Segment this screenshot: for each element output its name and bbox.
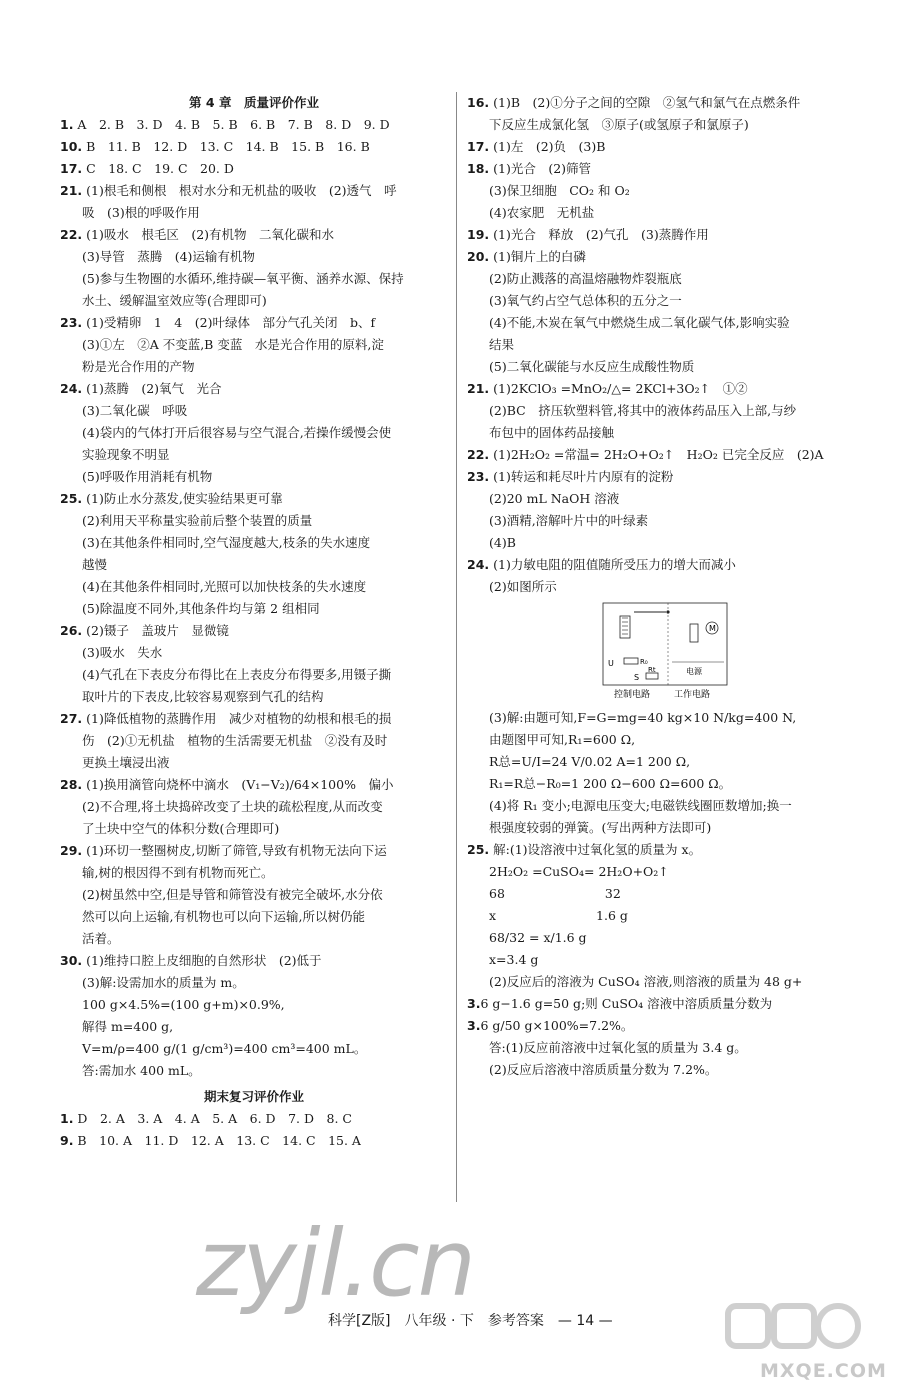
logo-text: MXQE.COM: [760, 1360, 887, 1382]
answer-line: (2)反应后的溶液为 CuSO₄ 溶液,则溶液的质量为 48 g+: [489, 974, 803, 989]
answer-line: x=3.4 g: [489, 952, 539, 967]
answer-line: (4)将 R₁ 变小;电源电压变大;电磁铁线圈匝数增加;换一: [489, 798, 792, 813]
final-answer-lines: [60, 1108, 448, 1152]
page-footer: 科学[Z版] 八年级 · 下 参考答案 — 14 —: [328, 1313, 613, 1329]
answer-line: (4)农家肥 无机盐: [489, 205, 595, 220]
answer-line: 由题图甲可知,R₁=600 Ω,: [489, 732, 636, 747]
answer-line: 输,树的根因得不到有机物而死亡。: [82, 865, 274, 880]
answer-line: 粉是光合作用的产物: [82, 359, 195, 374]
answer-line: (3)氧气约占空气总体积的五分之一: [489, 293, 682, 308]
answer-line: 17. C 18. C 19. C 20. D: [60, 161, 234, 176]
answer-line: (3)解:由题可知,F=G=mg=40 kg×10 N/kg=400 N,: [489, 710, 797, 725]
answer-line: R₁=R总−R₀=1 200 Ω−600 Ω=600 Ω。: [489, 776, 732, 791]
answer-line: (3)在其他条件相同时,空气湿度越大,枝条的失水速度: [82, 535, 371, 550]
motor-label: M: [709, 624, 716, 633]
answer-line: (3)解:设需加水的质量为 m。: [82, 975, 245, 990]
answer-line: (4)在其他条件相同时,光照可以加快枝条的失水速度: [82, 579, 367, 594]
answer-line: 3.6 g−1.6 g=50 g;则 CuSO₄ 溶液中溶质质量分数为: [467, 996, 773, 1011]
answer-line: 9. B 10. A 11. D 12. A 13. C 14. C 15. A: [60, 1133, 361, 1148]
answer-line: 2H₂O₂ =CuSO₄= 2H₂O+O₂↑: [489, 864, 669, 879]
right-column: [467, 92, 859, 1081]
switch-label: S: [634, 673, 640, 682]
answer-line: 22. (1)2H₂O₂ =常温= 2H₂O+O₂↑ H₂O₂ 已完全反应 (2)A: [467, 447, 824, 462]
answer-line: 然可以向上运输,有机物也可以向下运输,所以树仍能: [82, 909, 365, 924]
answer-line: (5)除温度不同外,其他条件均与第 2 组相同: [82, 601, 320, 616]
answer-line: (5)二氧化碳能与水反应生成酸性物质: [489, 359, 695, 374]
answer-line: (2)BC 挤压软塑料管,将其中的液体药品压入上部,与纱: [489, 403, 797, 418]
answer-line: 27. (1)降低植物的蒸腾作用 减少对植物的幼根和根毛的损: [60, 711, 392, 726]
answer-line: 100 g×4.5%=(100 g+m)×0.9%,: [82, 997, 285, 1012]
answer-line: 25. (1)防止水分蒸发,使实验结果更可靠: [60, 491, 283, 506]
answer-line: 解得 m=400 g,: [82, 1019, 174, 1034]
answer-line: (3)保卫细胞 CO₂ 和 O₂: [489, 183, 630, 198]
answer-line: (2)利用天平称量实验前后整个装置的质量: [82, 513, 313, 528]
answer-line: 23. (1)转运和耗尽叶片内原有的淀粉: [467, 469, 674, 484]
answer-line: (3)二氧化碳 呼吸: [82, 403, 188, 418]
answer-line: (5)参与生物圈的水循环,维持碳—氧平衡、涵养水源、保持: [82, 271, 404, 286]
answer-line: 水土、缓解温室效应等(合理即可): [82, 293, 267, 308]
answer-line: 了土块中空气的体积分数(合理即可): [82, 821, 280, 836]
answer-line: 下反应生成氯化氢 ③原子(或氢原子和氯原子): [489, 117, 749, 132]
answer-line: (2)树虽然中空,但是导管和筛管没有被完全破坏,水分依: [82, 887, 383, 902]
answer-line: 24. (1)蒸腾 (2)氧气 光合: [60, 381, 222, 396]
answer-line: 23. (1)受精卵 1 4 (2)叶绿体 部分气孔关闭 b、f: [60, 315, 376, 330]
answer-line: 21. (1)2KClO₃ =MnO₂/△= 2KCl+3O₂↑ ①②: [467, 381, 748, 396]
answer-line: 布包中的固体药品接触: [489, 425, 615, 440]
column-divider: [456, 92, 457, 1202]
answer-line: 答:需加水 400 mL。: [82, 1063, 201, 1078]
power-label: 电源: [686, 667, 702, 676]
watermark-text: zyjl.cn: [196, 1210, 474, 1317]
answer-line: (3)①左 ②A 不变蓝,B 变蓝 水是光合作用的原料,淀: [82, 337, 384, 352]
answer-line: 28. (1)换用滴管向烧杯中滴水 (V₁−V₂)/64×100% 偏小: [60, 777, 394, 792]
answer-line: 1. D 2. A 3. A 4. A 5. A 6. D 7. D 8. C: [60, 1111, 352, 1126]
answer-line: (2)如图所示: [489, 579, 557, 594]
answer-line: 吸 (3)根的呼吸作用: [82, 205, 200, 220]
answer-line: (4)B: [489, 535, 516, 550]
answer-line: 取叶片的下表皮,比较容易观察到气孔的结构: [82, 689, 324, 704]
answer-line: 26. (2)镊子 盖玻片 显微镜: [60, 623, 229, 638]
answer-line: (3)导管 蒸腾 (4)运输有机物: [82, 249, 255, 264]
answer-line: (2)防止溅落的高温熔融物炸裂瓶底: [489, 271, 682, 286]
answer-line: 越慢: [82, 557, 108, 572]
answer-line: 21. (1)根毛和侧根 根对水分和无机盐的吸收 (2)透气 呼: [60, 183, 397, 198]
answer-line: 24. (1)力敏电阻的阻值随所受压力的增大而减小: [467, 557, 736, 572]
answer-line: 22. (1)吸水 根毛区 (2)有机物 二氧化碳和水: [60, 227, 335, 242]
answer-line: 实验现象不明显: [82, 447, 170, 462]
section-title-chapter4: 第 4 章 质量评价作业: [189, 95, 319, 110]
section-title-final: 期末复习评价作业: [203, 1089, 304, 1104]
answer-line: 结果: [489, 337, 515, 352]
answer-line: 活着。: [82, 931, 120, 946]
answer-line: 10. B 11. B 12. D 13. C 14. B 15. B 16. B: [60, 139, 370, 154]
answer-line: 18. (1)光合 (2)筛管: [467, 161, 592, 176]
answer-line: 68 32: [489, 886, 621, 901]
u-label: U: [608, 659, 614, 668]
answer-line: 25. 解:(1)设溶液中过氧化氢的质量为 x。: [467, 842, 702, 857]
answer-line: (5)呼吸作用消耗有机物: [82, 469, 213, 484]
answer-line: 17. (1)左 (2)负 (3)B: [467, 139, 606, 154]
answer-line: 68/32 = x/1.6 g: [489, 930, 587, 945]
right-answer-lines-a: [467, 92, 859, 598]
answer-line: 更换土壤浸出液: [82, 755, 170, 770]
left-column: [60, 92, 448, 1152]
answer-line: (2)反应后溶液中溶质质量分数为 7.2%。: [489, 1062, 718, 1077]
right-answer-lines-b: [467, 707, 859, 1081]
answer-line: 30. (1)维持口腔上皮细胞的自然形状 (2)低于: [60, 953, 322, 968]
answer-line: 答:(1)反应前溶液中过氧化氢的质量为 3.4 g。: [489, 1040, 747, 1055]
answer-line: 伤 (2)①无机盐 植物的生活需要无机盐 ②没有及时: [82, 733, 388, 748]
answer-line: (3)酒精,溶解叶片中的叶绿素: [489, 513, 649, 528]
work-circuit-label: 工作电路: [674, 690, 711, 700]
r0-label: R₀: [640, 658, 648, 666]
answer-line: 19. (1)光合 释放 (2)气孔 (3)蒸腾作用: [467, 227, 709, 242]
control-circuit-label: 控制电路: [614, 690, 651, 700]
answer-line: (4)气孔在下表皮分布得比在上表皮分布得要多,用镊子撕: [82, 667, 392, 682]
answer-line: (2)20 mL NaOH 溶液: [489, 491, 620, 506]
answer-line: 20. (1)铜片上的白磷: [467, 249, 586, 264]
rt-label: Rt: [648, 666, 656, 674]
answer-line: x 1.6 g: [489, 908, 628, 923]
answer-line: 根强度较弱的弹簧。(写出两种方法即可): [489, 820, 712, 835]
answer-line: V=m/ρ=400 g/(1 g/cm³)=400 cm³=400 mL。: [82, 1041, 367, 1056]
answer-line: (4)不能,木炭在氧气中燃烧生成二氧化碳气体,影响实验: [489, 315, 790, 330]
left-answer-lines: [60, 114, 448, 1082]
answer-line: (2)不合理,将土块捣碎改变了土块的疏松程度,从而改变: [82, 799, 383, 814]
answer-line: R总=U/I=24 V/0.02 A=1 200 Ω,: [489, 754, 691, 769]
circuit-diagram: [602, 602, 728, 700]
answer-line: 3.6 g/50 g×100%=7.2%。: [467, 1018, 634, 1033]
answer-line: (4)袋内的气体打开后很容易与空气混合,若操作缓慢会使: [82, 425, 392, 440]
answer-line: 1. A 2. B 3. D 4. B 5. B 6. B 7. B 8. D 9. D: [60, 117, 390, 132]
answer-line: 16. (1)B (2)①分子之间的空隙 ②氢气和氯气在点燃条件: [467, 95, 801, 110]
answer-line: (3)吸水 失水: [82, 645, 163, 660]
answer-line: 29. (1)环切一整圈树皮,切断了筛管,导致有机物无法向下运: [60, 843, 387, 858]
